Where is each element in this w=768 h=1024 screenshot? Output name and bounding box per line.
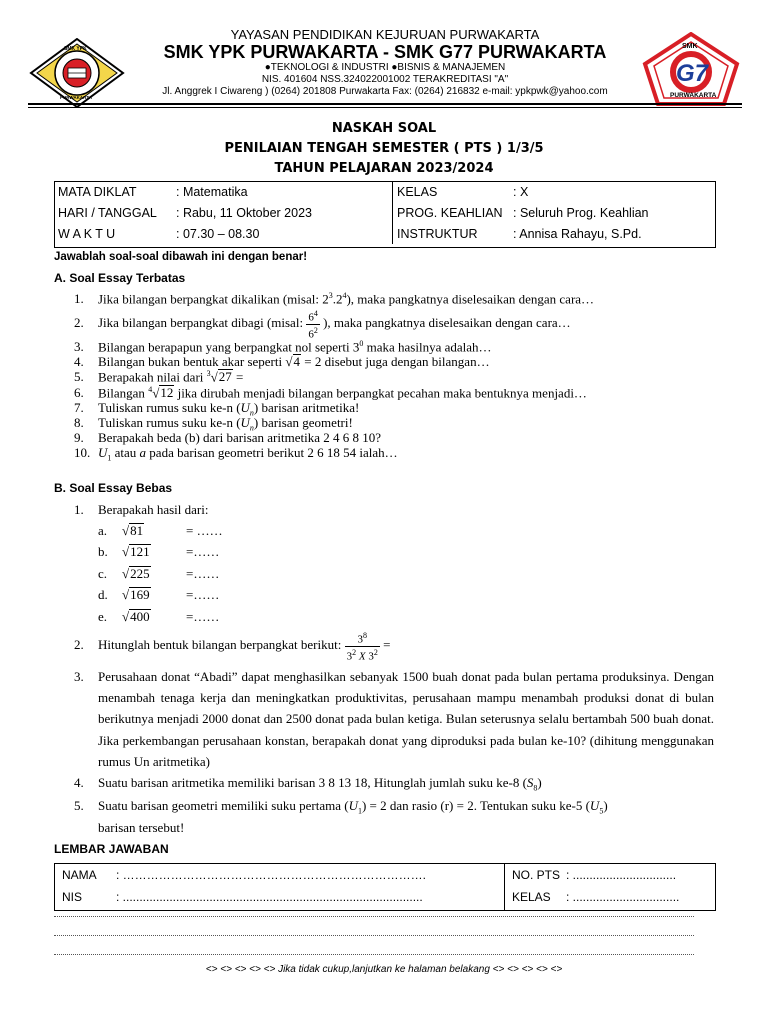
answer-line[interactable] — [54, 954, 694, 955]
sub-item-a: a. √81 = …… — [98, 523, 223, 538]
nopts-label: NO. PTS — [512, 868, 561, 882]
kelas-value: : X — [513, 184, 529, 199]
foundation-name: YAYASAN PENDIDIKAN KEJURUAN PURWAKARTA — [230, 27, 540, 42]
question-a6: 6. Bilangan $^4$√12 jika dirubah menjadi bilangan berpangkat pecahan maka bentuknya menjadi… — [74, 385, 587, 401]
waktu-value: : 07.30 – 08.30 — [176, 226, 260, 241]
logo-right-mark: G7 — [676, 60, 709, 87]
question-b2: 2. Hitunglah bentuk bilangan berpangkat berikut: $\frac{3^8}{3^2 X 3^2}$ = — [74, 631, 391, 663]
question-a9: 9. Berapakah beda (b) dari barisan aritmetika 2 4 6 8 10? — [74, 430, 381, 445]
question-b1: 1. Berapakah hasil dari: — [74, 502, 209, 517]
logo-right-top: SMK — [682, 43, 698, 50]
prog-value: : Seluruh Prog. Keahlian — [513, 205, 649, 220]
school-logo-left — [28, 38, 126, 108]
nama-label: NAMA — [62, 868, 97, 882]
instruction: Jawablah soal-soal dibawah ini dengan benar! — [54, 251, 308, 263]
kelas-answer-label: KELAS — [512, 890, 551, 904]
answer-line[interactable] — [54, 935, 694, 936]
question-a4: 4. Bilangan bukan bentuk akar seperti √4 = 2 disebut juga dengan bilangan… — [74, 354, 490, 369]
question-a10: 10. $U_1$ atau a pada barisan geometri berikut 2 6 18 54 ialah… — [74, 445, 398, 463]
answer-sheet-title: LEMBAR JAWABAN — [54, 842, 169, 856]
doc-year: TAHUN PELAJARAN 2023/2024 — [274, 161, 494, 176]
nama-field[interactable]: : …………………………………………………………………. — [116, 868, 427, 882]
kelas-label: KELAS — [393, 181, 510, 202]
question-a1: 1. Jika bilangan berpangkat dikalikan (misal: $2^3.2^4$), maka pangkatnya diselesaikan dengan cara… — [74, 291, 595, 307]
question-a2: 2. Jika bilangan berpangkat dibagi (misal: $\frac{6^4}{6^2}$ ), maka pangkatnya diselesaikan dengan cara… — [74, 309, 571, 341]
section-a-title: A. Soal Essay Terbatas — [54, 271, 186, 285]
question-a5: 5. Berapakah nilai dari $^3$√27 = — [74, 369, 244, 385]
school-contact: Jl. Anggrek I Ciwareng ) (0264) 201808 Purwakarta Fax: (0264) 216832 e-mail: ypkpwk@yahoo.com — [162, 86, 608, 97]
waktu-label: W A K T U — [58, 226, 116, 241]
section-b-title: B. Soal Essay Bebas — [54, 481, 173, 495]
school-ids: NIS. 401604 NSS.324022001002 TERAKREDITASI "A" — [261, 74, 509, 85]
programs: ●TEKNOLOGI & INDUSTRI ●BISNIS & MANAJEMEN — [264, 62, 506, 73]
logo-left-text: SMK YPK — [64, 46, 87, 52]
header-rule — [28, 103, 742, 105]
info-table — [54, 181, 714, 244]
doc-title: NASKAH SOAL — [331, 121, 437, 136]
hari-value: : Rabu, 11 Oktober 2023 — [176, 205, 312, 220]
question-a3: 3. Bilangan berapapun yang berpangkat nol seperti $3^0$ maka hasilnya adalah… — [74, 339, 492, 355]
question-a7: 7. Tuliskan rumus suku ke-n $(U_n)$ barisan aritmetika! — [74, 400, 360, 418]
sub-item-b: b. √121 =…… — [98, 544, 220, 559]
logo-right-bottom: PURWAKARTA — [670, 92, 717, 99]
kelas-answer-field[interactable]: : ................................ — [566, 890, 680, 904]
sub-item-e: e. √400 =…… — [98, 609, 220, 624]
answer-line[interactable] — [54, 916, 694, 917]
mata-value: : Matematika — [176, 184, 248, 199]
sub-item-c: c. √225 =…… — [98, 566, 220, 581]
answer-box-divider — [504, 863, 505, 910]
nis-field[interactable]: : .......................................................................................... — [116, 890, 423, 904]
question-b3: Perusahaan donat “Abadi” dapat menghasilkan sebanyak 1500 buah donat pada bulan pertama produksinya. Dengan menambah tenaga kerja dan meningkatkan produktivitas, perusahaan mampu menambah produksi donat di bulan berikutnya menjadi 2000 donat dan 2500 donat pada bulan ketiga. Bulan seterusnya selalu bertambah 500 buah donat. Jika perkembangan perusahaan konstan, berapakah donat yang diproduksi pada bulan ke-10? (dihitung menggunakan rumus Un aritmetika) — [98, 669, 714, 769]
school-logo-right — [642, 32, 740, 108]
question-b3-number: 3. — [74, 669, 84, 684]
question-a8: 8. Tuliskan rumus suku ke-n $(U_n)$ barisan geometri! — [74, 415, 353, 433]
sub-item-d: d. √169 =…… — [98, 587, 220, 602]
question-b5-line2: barisan tersebut! — [98, 820, 185, 835]
logo-left-bottom: PURWAKARTA — [60, 95, 93, 100]
mata-label: MATA DIKLAT — [58, 184, 137, 199]
nopts-field[interactable]: : ............................... — [566, 868, 677, 882]
hari-label: HARI / TANGGAL — [58, 205, 157, 220]
footer-note: <> <> <> <> <> Jika tidak cukup,lanjutkan ke halaman belakang <> <> <> <> <> — [205, 964, 563, 975]
doc-subtitle: PENILAIAN TENGAH SEMESTER ( PTS ) 1/3/5 — [224, 141, 544, 156]
prog-label: PROG. KEAHLIAN — [393, 202, 510, 223]
question-b5: 5. Suatu barisan geometri memiliki suku pertama $(U_1) = 2$ dan rasio (r) = 2. Tentukan suku ke-5 $(U_5)$ — [74, 798, 608, 816]
question-b4: 4. Suatu barisan aritmetika memiliki barisan 3 8 13 18, Hitunglah jumlah suku ke-8 $(S_8)$ — [74, 775, 542, 793]
nis-label: NIS — [62, 890, 83, 904]
school-name: SMK YPK PURWAKARTA - SMK G77 PURWAKARTA — [163, 42, 607, 62]
instr-label: INSTRUKTUR — [393, 223, 510, 244]
instr-value: : Annisa Rahayu, S.Pd. — [513, 226, 642, 241]
header-rule-thin — [28, 107, 742, 108]
